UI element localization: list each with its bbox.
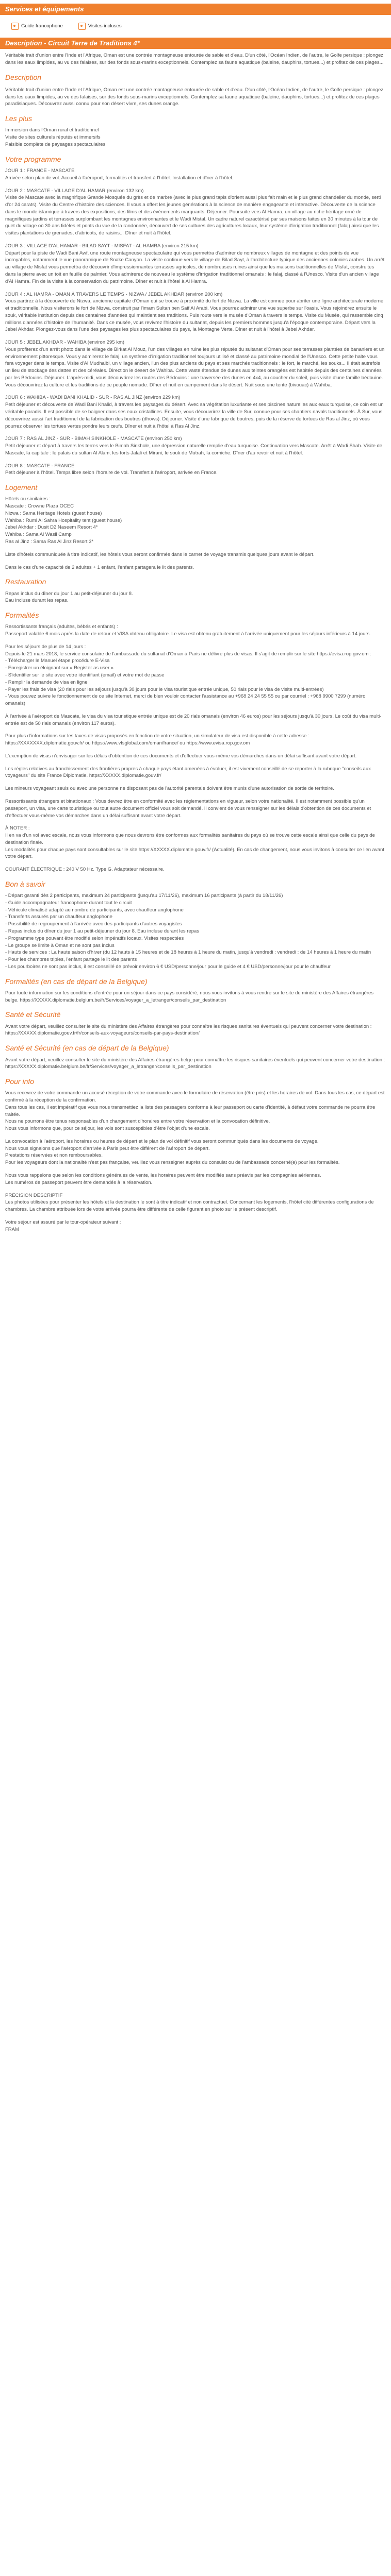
list-item: Eau incluse durant les repas.: [5, 598, 69, 604]
list-item: Nous vous signalons que l'aéroport d'arrivée à Paris peut être différent de l'aéroport de départ.: [5, 1145, 210, 1151]
day-title: JOUR 3 : VILLAGE D'AL HAMAR - BILAD SAYT - MISFAT - AL HAMRA (environ 215 km): [5, 243, 199, 249]
precision-title: PRÉCISION DESCRIPTIF: [5, 1192, 63, 1198]
section-title-restauration: Restauration: [5, 578, 46, 586]
section-title-bon-a-savoir: Bon à savoir: [5, 879, 45, 888]
section-title-programme: Votre programme: [5, 155, 61, 163]
formalites-text: À l'arrivée à l'aéroport de Mascate, le visa du visa touristique entrée unique est de 20 rials omanais (environ 46 euros) pour les séjours jusqu'à 30 jours. Le coût du visa multi-entrée est de 50 rials omanais (environ 117 euros).: [5, 713, 382, 726]
visits-icon: [78, 23, 86, 30]
section-title-formalites: Formalités: [5, 611, 39, 620]
formalites-belgique-text: Pour toute information sur les conditions d'entrée pour un séjour dans ce pays considéré, nous vous invitons à vous rendre sur le site du ministère des Affaires étrangères belge. https://XXXXX.diplomatie.belgium.be/fr/Services/voyager_a_letranger/conseils_par_destination: [5, 990, 374, 1003]
section-title-description: Description: [5, 73, 42, 81]
section-title-pour-info: Pour info: [5, 1077, 35, 1086]
list-item: Prestations réservées et non remboursables.: [5, 1153, 103, 1159]
list-item: - Les pourboires ne sont pas inclus, il est conseillé de prévoir environ 6 € USD/personne/jour pour le guide et 4 € USD/personne/jour pour le chauffeur: [5, 963, 331, 970]
plus-list: [5, 127, 386, 148]
precision-text: Les photos utilisées pour présenter les hôtels et la destination le sont à titre indicatif et non contractuel. Concernant les logements, l'hôtel cité différentes configurations de chambres. La chambre attribuée lors de votre arrivée pourra être différente de celle figurant en photo sur le présent descriptif.: [5, 1199, 374, 1213]
circuit-title-bar: Description - Circuit Terre de Traditions 4*: [0, 38, 391, 49]
section-title-plus: Les plus: [5, 114, 32, 123]
guide-icon: [11, 23, 19, 30]
formalites-text: Pour plus d'informations sur les taxes de visas proposés en fonction de votre situation, un simulateur de visa est disponible à cette adresse : https://XXXXXXX.diplomatie.gouv.fr/ ou https://www.vfsglobal.com/oman/france/ ou https://www.evisa.rop.gov.om: [5, 733, 309, 747]
formalites-text: L'exemption de visas n'envisager sur les délais d'obtention de ces documents et d'effectuer vous-même vos démarches dans un délai suffisant avant votre départ.: [5, 753, 357, 759]
formalites-text: Pour les séjours de plus de 14 jours :: [5, 643, 86, 650]
formalites-text: Il en va d'un vol avec escale, nous vous informons que nous devrons être conformes aux formalités sanitaires du pays où se trouve cette escale ainsi que celle du pays de destination finale.: [5, 833, 375, 845]
list-item: La convocation à l'aéroport, les horaires ou heures de départ et le plan de vol définitif vous seront communiqués dans les documents de voyage.: [5, 1138, 319, 1144]
logement-list: [5, 503, 386, 546]
logement-note-2: Dans le cas d'une capacité de 2 adultes + 1 enfant, l'enfant partagera le lit des parents.: [5, 564, 194, 570]
list-item: Paisible complète de paysages spectaculaires: [5, 141, 106, 147]
formalites-text: Passeport valable 6 mois après la date de retour et VISA obtenu obligatoire. Le visa est obtenu gratuitement à l'arrivée uniquement pour les séjours inférieurs à 14 jours.: [5, 631, 371, 637]
list-item: Pour les voyageurs dont la nationalité n'est pas française, veuillez vous renseigner auprès du consulat ou de l'ambassade concerné(e) pour les formalités.: [5, 1160, 340, 1166]
formalites-text: Les modalités pour chaque pays sont consultables sur le site https://XXXXX.diplomatie.gouv.fr/ (Actualité). En cas de changement, nous vous invitons à consulter ce lien avant votre départ.: [5, 846, 384, 860]
list-item: - Payer les frais de visa (20 rials pour les séjours jusqu'à 30 jours pour le visa touristique entrée unique, 50 rials pour le visa de visite multi-entrées): [5, 686, 324, 692]
formalites-text: Depuis le 21 mars 2018, le service consulaire de l'ambassade du sultanat d'Oman à Paris ne délivre plus de visas. Il s'agit de remplir sur le site https://evisa.rop.gov.om :: [5, 651, 371, 657]
section-title-sante-belgique: Santé et Sécurité (en cas de départ de la Belgique): [5, 1044, 169, 1053]
list-item: - S'identifier sur le site avec votre identifiant (email) et votre mot de passe: [5, 672, 165, 679]
list-item: Mascate : Crowne Plaza OCEC: [5, 503, 74, 510]
day-text: Visite de Mascate avec la magnifique Grande Mosquée du grès et de marbre (avec le plus grand tapis d'orient aussi plus fait main et le plus grand chandelier du monde, serti d'or 24 carats). Visite du Centre d'histoire des sciences. Il vous a offert les jeunes générations à la science de manière engageante et interactive. Découverte de la science dans le monde islamique à travers des expositions, des films et des événements marquants. Déjeuner. Poursuite vers Al Hamra, un village au riche héritage orné de magnifiques jardins et terrasses surplombant les montagnes environnantes et le Wadi Mistal. Un cadre naturel caractérisé par ses maisons faites en 30 minutes à la tour de guet du village où 30 ans fidèles et ponts du vue de la randonnée, découvert de ses cultures des agricultures locaux, leur système d'irrigation traditionnel (falaj) ainsi que les visites plantations de grenades, d'abricots, de raisins... Dîner et nuit à l'hôtel.: [5, 195, 381, 236]
formalites-text: À NOTER :: [5, 825, 30, 832]
formalites-text: Les mineurs voyageant seuls ou avec une personne ne disposant pas de l'autorité parentale doivent être munis d'une autorisation de sortie de territoire.: [5, 786, 334, 792]
bon-a-savoir-list: [5, 892, 386, 970]
formalites-intro: Ressortissants français (adultes, bébés et enfants) :: [5, 624, 118, 630]
section-title-formalites-belgique: Formalités (en cas de départ de la Belgique): [5, 977, 148, 986]
section-title-logement: Logement: [5, 483, 38, 492]
list-item: - Guide accompagnateur francophone durant tout le circuit: [5, 900, 132, 906]
list-item: - Hauts de services : La haute saison d'hiver (du 12 hauts à 15 heures et de 18 heures à 1 heure du matin, jusqu'à vendredi : vendredi : de 14 heures à 1 heure du matin: [5, 950, 371, 956]
list-item: - Le groupe se limite à Oman et ne sont pas inclus: [5, 942, 115, 948]
day-title: JOUR 8 : MASCATE - FRANCE: [5, 463, 75, 469]
tab-visites-incluses[interactable]: [78, 23, 122, 30]
day-text: Arrivée selon plan de vol. Accueil à l'aéroport, formalités et transfert à l'hôtel. Installation et dîner à l'hôtel.: [5, 175, 234, 181]
list-item: Visite de sites culturels réputés et immersifs: [5, 134, 101, 141]
list-item: Les numéros de passeport peuvent être demandés à la réservation.: [5, 1179, 153, 1185]
tab-label: Guide francophone: [21, 23, 63, 29]
intro-text: Véritable trait d'union entre l'Inde et l'Afrique, Oman est une contrée montagneuse entourée de sable et d'eau. D'un côté, l'Océan Indien, de l'autre, le Golfe persique : plongez dans les eaux limpides, au vu des falaises, sur des fonds sous-marins exceptionnels. Contemplez sa faune aquatique (baleine, dauphins, tortues...) et profitez de ces plages...: [5, 53, 384, 65]
list-item: Nous vous informons que, pour ce séjour, les vols sont susceptibles d'être l'objet d'une escale.: [5, 1126, 210, 1132]
pour-info-list: [5, 1090, 386, 1186]
section-title-sante: Santé et Sécurité: [5, 1010, 61, 1019]
tab-guide-francophone[interactable]: [11, 23, 63, 30]
formalites-text: Ressortissants étrangers et binationaux : Vous devrez être en conformité avec les réglementations en vigueur, selon votre nationalité. Il est notamment possible qu'un passeport, un visa, une carte touristique ou tout autre document officiel vous soit demandé. Il convient de vous renseigner sur les délais d'obtention de ces documents et d'effectuer vous-même vos démarches dans un délai suffisant avant votre départ.: [5, 798, 371, 819]
list-item: - Remplir la demande de visa en ligne: [5, 679, 88, 685]
list-item: Wahiba : Sama Al Wasil Camp: [5, 532, 72, 538]
list-item: - Possibilité de regroupement à l'arrivée avec des participants d'autres voyagistes: [5, 921, 182, 927]
day-title: JOUR 4 : AL HAMRA - OMAN À TRAVERS LE TEMPS - NIZWA / JEBEL AKHDAR (environ 200 km): [5, 291, 223, 297]
main-content: [0, 49, 391, 1233]
list-item: - Programme type pouvant être modifié selon impératifs locaux. Visites respectées: [5, 935, 184, 941]
list-item: Repas inclus du dîner du jour 1 au petit-déjeuner du jour 8.: [5, 590, 133, 597]
logement-note: Liste d'hôtels communiquée à titre indicatif, les hôtels vous seront confirmés dans le carnet de voyage transmis quelques jours avant le départ.: [5, 551, 315, 557]
day-text: Départ pour la piste de Wadi Bani Awf, une route montagneuse spectaculaire qui vous permettra d'admirer de nombreux villages de montagne et des points de vue incroyables, notamment le vue panoramique de Snake Canyon. La visite continue vers le village de Bilad Sayt, à l'architecture typique des anciennes colonies arabes. Un arrêt au village de Misfat vous permettra de découvrir d'impressionnantes terrasses agricoles, de nombreuses ruines ainsi que les maisons traditionnelles de Misfat, construites dans la pierre avec un toit en feuille de palmier. Vous admirerez de nouveau le système d'irrigation traditionnel omanais : le falaj, classé à l'Unesco. Visite d'un ancien village d'Al Hamra. Fin de la visite à la conservation du patrimoine. Dîner et nuit à l'hôtel à Al Hamra.: [5, 250, 385, 284]
list-item: Wahiba : Rumi Al Sahra Hospitality tent (guest house): [5, 517, 122, 523]
day-title: JOUR 1 : FRANCE - MASCATE: [5, 168, 75, 174]
list-item: Jebel Akhdar : Dusit D2 Naseem Resort 4*: [5, 524, 98, 531]
day-text: Vous profiterez d'un arrêt photo dans le village de Birkat Al Mouz, l'un des villages en ruine les plus réputés du sultanat d'Oman pour ses terrasses plantées de bananiers et un environnement pittoresque. Vous y admirerez le falaj, un système d'irrigation traditionnel toujours utilisé et classé au patrimoine mondial de l'Unesco. Cette petite halte vous fera voyager dans le temps. Visite d'Al Mudhaibi, un village ancien, l'un des plus anciens du pays et ses marchés traditionnels : le fort, le marché, les souks... Il était autrefois un lieu de stockage des dattes et des céréales. Direction le désert de Wahiba. Cette vaste étendue de dunes aux teintes orangées est habitée depuis des centaines d'années par les Bédouins. Déjeuner. L'après-midi, vous découvrirez les routes des Bédouins : une traversée des dunes en 4x4, au coucher du soleil, puis visite d'une famille bédouine. Vous découvrirez la culture et les traditions de ce peuple nomade. Dîner et nuit en campement dans le désert. Nuit sous une tente (bivouac) à Wahiba.: [5, 346, 385, 388]
formalites-text: COURANT ÉLECTRIQUE : 240 V 50 Hz. Type G. Adaptateur nécessaire.: [5, 867, 165, 873]
day-title: JOUR 5 : JEBEL AKHDAR - WAHIBA (environ 295 km): [5, 340, 125, 346]
description-text: Véritable trait d'union entre l'Inde et l'Afrique, Oman est une contrée montagneuse entourée de sable et d'eau. D'un côté, l'Océan Indien, de l'autre, le Golfe persique : plongez dans les eaux limpides, au vu des falaises, sur des fonds sous-marins exceptionnels. Contemplez sa faune aquatique (baleine, dauphins, tortues...) et profitez de ces plages paradisiaques. Découvrez aussi connu pour son désert vivre, ses dunes orange.: [5, 87, 384, 107]
sante-text: Avant votre départ, veuillez consulter le site du ministère des Affaires étrangères pour connaître les risques sanitaires éventuels qui peuvent concerner votre destination : https://XXXXX.diplomatie.gouv.fr/fr/conseils-aux-voyageurs/conseils-par-pays-destination/: [5, 1023, 372, 1037]
list-item: Nous vous rappelons que selon les conditions générales de vente, les horaires peuvent être modifiés sans préavis par les compagnies aériennes.: [5, 1173, 321, 1179]
day-title: JOUR 6 : WAHIBA - WADI BANI KHALID - SUR - RAS AL JINZ (environ 229 km): [5, 395, 181, 401]
footer-text: Votre séjour est assuré par le tour-opérateur suivant :: [5, 1219, 121, 1225]
day-text: Vous partirez à la découverte de Nizwa, ancienne capitale d'Oman qui se trouve à proximité du fort de Nizwa. La ville est connue pour abriter une ligne architecturale moderne et traditionnelle. Nous visiterons le fort de Nizwa, construit par l'imam Sultan ben Saif Al Arabi. Vous pourrez admirer une vue superbe sur l'oasis. Vous rejoindrez ensuite le souk, véritable institution depuis des centaines d'années qui maintient ses traditions. Puis route vers le musée d'Oman à travers le temps. Visite du Musée, qui rassemble cinq millions d'années d'histoire de l'humanité. Dans ce musée, vous revivrez l'histoire du sultanat, depuis les premiers hommes jusqu'à l'époque contemporaine. Départ vers la Jebel Akhdar. Plongez-vous dans l'une des paysages les plus spectaculaires du pays, la Montagne Verte. Dîner et nuit à l'hôtel à Jebel Akhdar.: [5, 298, 384, 333]
formalites-steps: [5, 657, 386, 707]
list-item: Ras al Jinz : Sama Ras Al Jinz Resort 3*: [5, 539, 94, 545]
logement-intro: Hôtels ou similaires :: [5, 496, 51, 502]
list-item: Vous recevrez de votre commande un accusé réception de votre commande avec le formulaire de réservation (être pris) et les horaires de vol. Dans tous les cas, ce départ est confirmé à la réception de la confirmation.: [5, 1090, 385, 1104]
list-item: - Transferts assurés par un chauffeur anglophone: [5, 914, 112, 920]
list-item: Nous ne pourrons être tenus responsables d'un changement d'horaires entre votre réservation et la convocation définitive.: [5, 1118, 270, 1125]
list-item: - Départ garanti dès 2 participants, maximum 24 participants (jusqu'au 17/11/26), maximum 16 participants (à partir du 18/11/26): [5, 893, 283, 899]
list-item: - Pour les chambres triples, l'enfant partage le lit des parents: [5, 957, 137, 963]
list-item: - Repas inclus du dîner du jour 1 au petit-déjeuner du jour 8. Eau incluse durant les repas: [5, 928, 200, 934]
programme-list: [5, 167, 386, 477]
day-text: Petit déjeuner à l'hôtel. Temps libre selon l'horaire de vol. Transfert à l'aéroport, arrivée en France.: [5, 470, 218, 476]
tab-label: Visites incluses: [88, 23, 122, 29]
day-text: Petit déjeuner et découverte de Wadi Bani Khalid, à travers les paysages du désert. Avec sa végétation luxuriante et ses piscines naturelles aux eaux turquoise, ce coin est un véritable paradis. Il est possible de se baigner dans ses eaux cristallines. Ensuite, vous découvrirez la ville de Sur, connue pour ses chantiers navals traditionnels. À Sur, vous découvrirez aussi l'art traditionnel de la fabrication des boutres (dhows). Déjeuner. Visite d'une fabrique de boutres, puis de la réserve de tortues de Ras al Jinz, où vous pourrez observer les tortues vertes pondre leurs œufs. Dîner et nuit à l'hôtel à Ras Al Jinz.: [5, 402, 384, 429]
list-item: Dans tous les cas, il est impératif que vous nous transmettiez la liste des passagers conforme à leur passeport ou carte d'identité, à défaut votre commande ne pourra être traitée.: [5, 1104, 376, 1117]
list-item: - Enregistrer un éloignant sur « Register as user »: [5, 665, 114, 671]
list-item: - Véhicule climatisé adapté au nombre de participants, avec chauffeur anglophone: [5, 907, 184, 913]
service-tabs: [0, 15, 391, 38]
list-item: Nizwa : Sama Heritage Hotels (guest house): [5, 510, 102, 516]
list-item: - Télécharger le Manuel étape procédure E-Visa: [5, 658, 110, 664]
day-title: JOUR 2 : MASCATE - VILLAGE D'AL HAMAR (environ 132 km): [5, 188, 144, 194]
sante-belgique-text: Avant votre départ, veuillez consulter le site du ministère des Affaires étrangères belge pour connaître les risques sanitaires éventuels qui peuvent concerner votre destination : https://XXXXX.diplomatie.belgium.be/fr/Services/voyager_a_letranger/conseils_par_destination: [5, 1057, 385, 1070]
day-title: JOUR 7 : RAS AL JINZ - SUR - BIMAH SINKHOLE - MASCATE (environ 250 km): [5, 436, 182, 442]
footer-operator: FRAM: [5, 1226, 19, 1232]
list-item: - Vous pouvez suivre le fonctionnement de ce site Internet, merci de bien vouloir contacter l'assistance au +968 24 24 55 55 ou par courriel : +968 9900 7299 (numéro omanais): [5, 693, 366, 707]
list-item: Immersion dans l'Oman rural et traditionnel: [5, 127, 99, 133]
services-bar: Services et équipements: [0, 4, 391, 15]
formalites-text: Les règles relatives au franchissement des frontières propres à chaque pays étant amenées à évoluer, il est vivement conseillé de se reporter à la rubrique "conseils aux voyageurs" du site France Diplomatie. https://XXXXX.diplomatie.gouv.fr/: [5, 766, 371, 779]
day-text: Petit déjeuner et départ à travers les terres vers le Bimah Sinkhole, une dépression naturelle remplie d'eau turquoise. Continuation vers Mascate. Arrêt à Wadi Shab. Visite de Mascate, la capitale : le palais du sultan Al Alam, les forts Jalali et Mirani, le souk de Mutrah, la corniche. Dîner d'au revoir et nuit à l'hôtel.: [5, 443, 383, 456]
